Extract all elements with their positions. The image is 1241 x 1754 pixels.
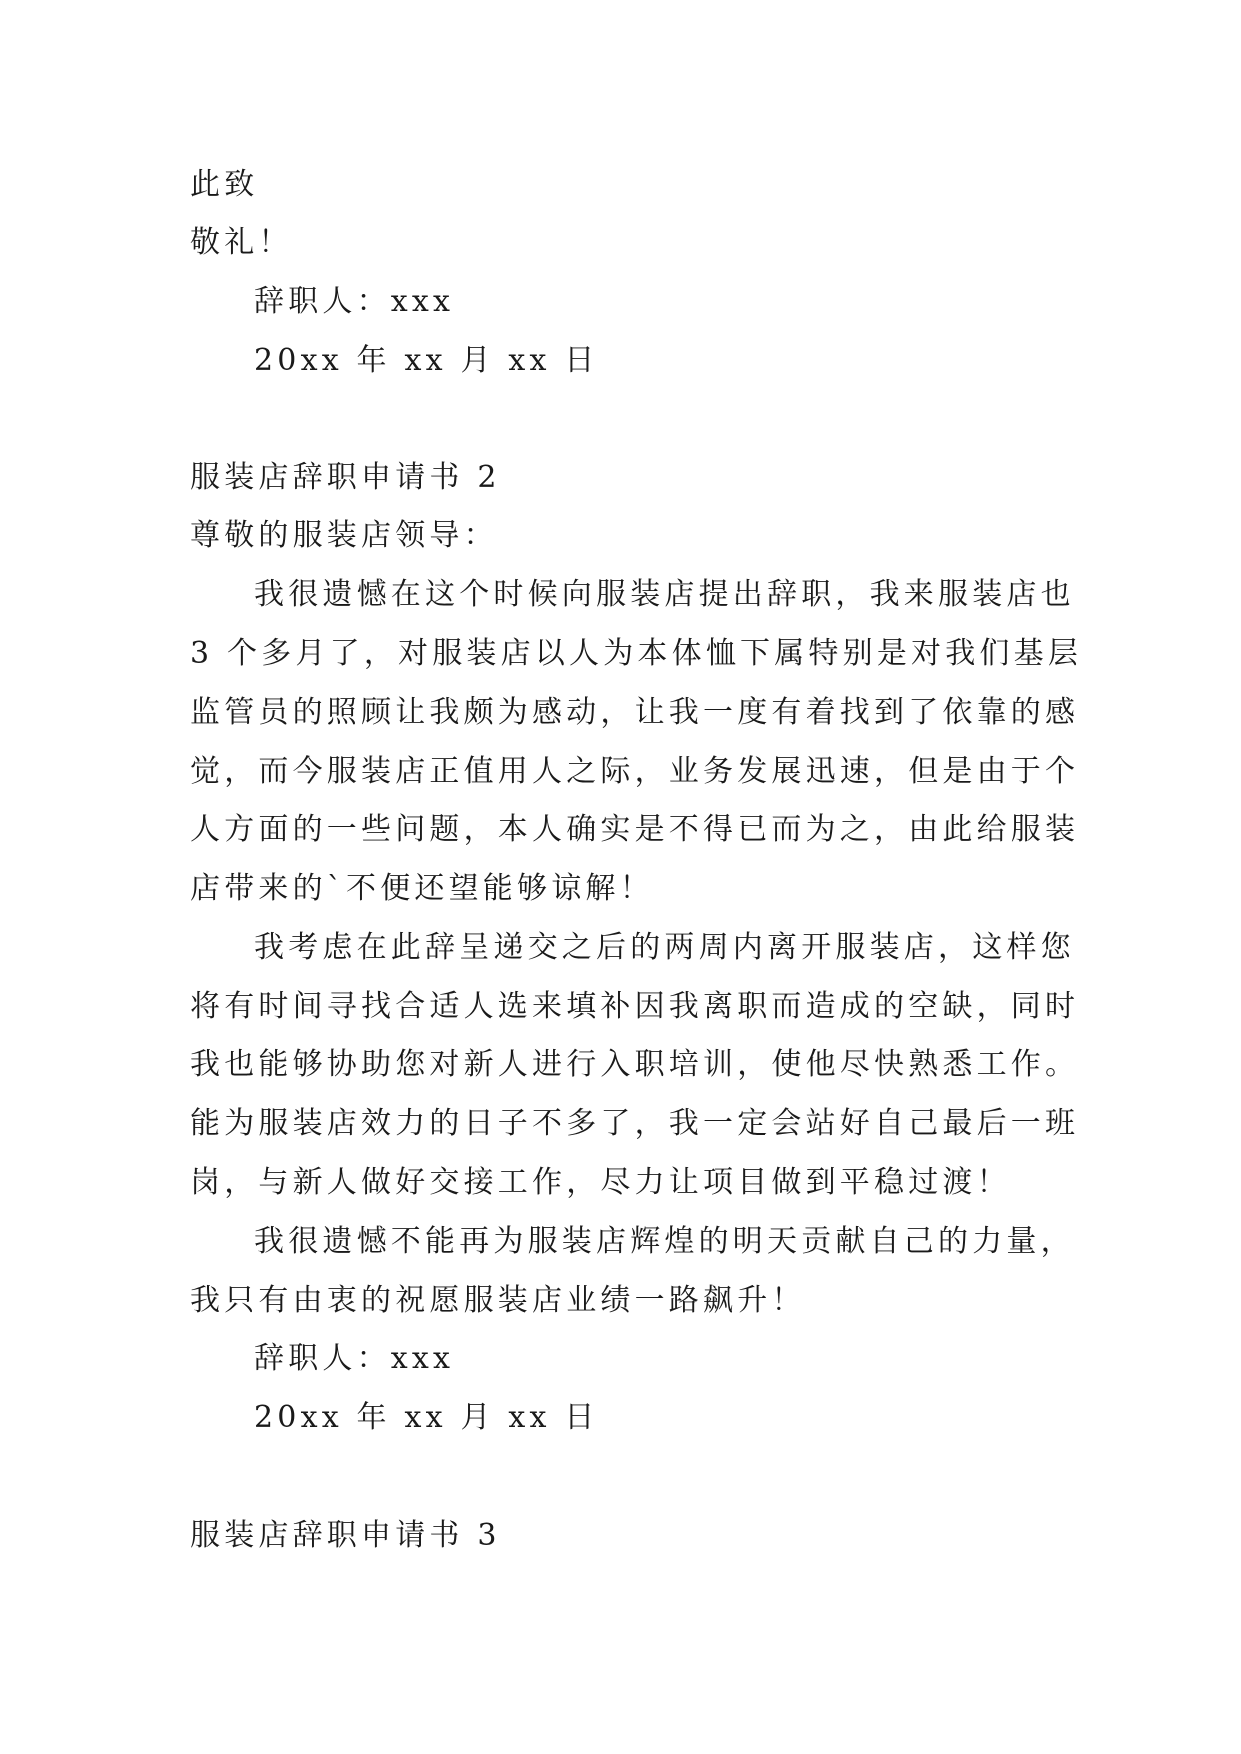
letter2-p2-line: 能为服装店效力的日子不多了，我一定会站好自己最后一班 — [190, 1106, 1080, 1141]
letter2-p2-line: 我也能够协助您对新人进行入职培训，使他尽快熟悉工作。 — [190, 1047, 1080, 1082]
letter2-p2-line: 将有时间寻找合适人选来填补因我离职而造成的空缺，同时 — [190, 989, 1080, 1024]
letter2-signer: 辞职人：xxx — [254, 1341, 455, 1376]
letter2-title: 服装店辞职申请书 2 — [190, 460, 501, 495]
letter2-p2-line: 我考虑在此辞呈递交之后的两周内离开服装店，这样您 — [254, 930, 1075, 965]
letter2-greeting: 尊敬的服装店领导： — [190, 518, 498, 553]
closing-date: 20xx 年 xx 月 xx 日 — [254, 343, 599, 378]
closing-signer: 辞职人：xxx — [254, 284, 455, 319]
letter2-p1-line: 监管员的照顾让我颇为感动，让我一度有着找到了依靠的感 — [190, 695, 1080, 730]
letter2-p2-line: 岗，与新人做好交接工作，尽力让项目做到平稳过渡！ — [190, 1165, 1011, 1200]
letter2-p1-line: 店带来的`不便还望能够谅解！ — [190, 871, 654, 906]
letter2-p3-line: 我很遗憾不能再为服装店辉煌的明天贡献自己的力量， — [254, 1224, 1075, 1259]
closing-salutation-2: 敬礼！ — [190, 225, 293, 260]
letter2-p1-line: 觉，而今服装店正值用人之际，业务发展迅速，但是由于个 — [190, 754, 1080, 789]
letter2-p1-line: 我很遗憾在这个时候向服装店提出辞职，我来服装店也 — [254, 577, 1075, 612]
letter3-title: 服装店辞职申请书 3 — [190, 1518, 501, 1553]
letter2-p1-line: 人方面的一些问题，本人确实是不得已而为之，由此给服装 — [190, 812, 1080, 847]
letter2-date: 20xx 年 xx 月 xx 日 — [254, 1400, 599, 1435]
closing-salutation-1: 此致 — [190, 167, 259, 202]
letter2-p1-line: 3 个多月了，对服装店以人为本体恤下属特别是对我们基层 — [190, 636, 1083, 671]
letter2-p3-line: 我只有由衷的祝愿服装店业绩一路飙升！ — [190, 1283, 806, 1318]
